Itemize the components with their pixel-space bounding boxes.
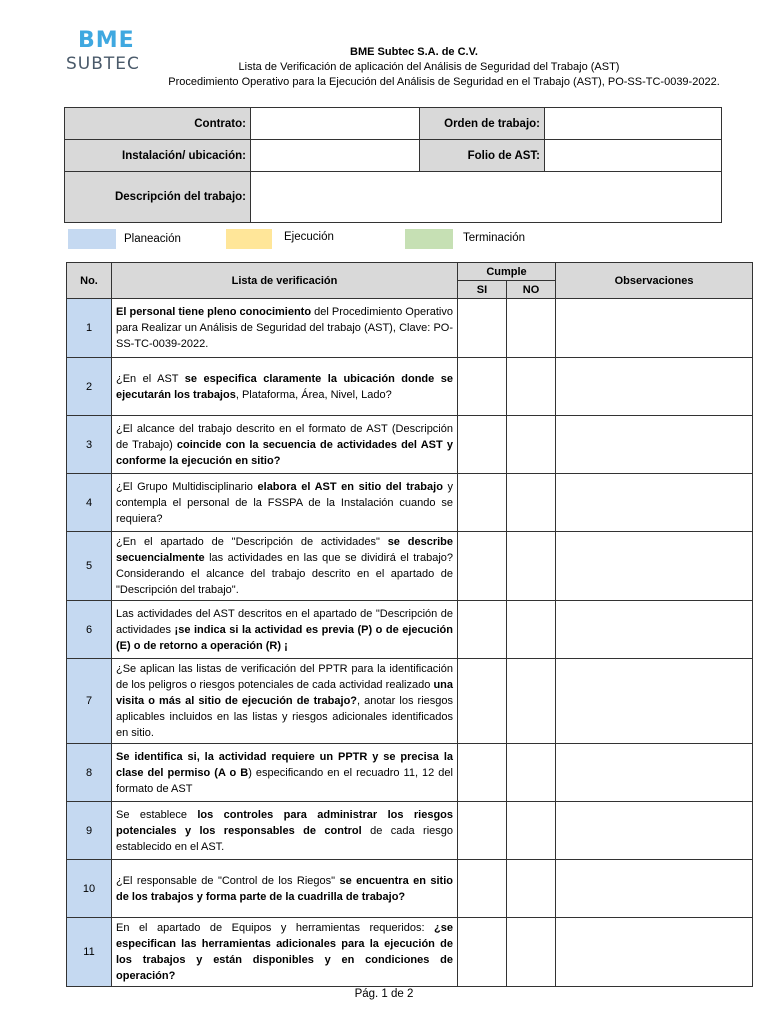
logo-line2: SUBTEC [66, 54, 140, 74]
bold-text: una visita o más al sitio de ejecución de trabajo? [116, 679, 453, 707]
phase-legend [0, 229, 768, 251]
plain-text: ¿En el apartado de "Descripción de actividades" [116, 536, 388, 548]
bold-text: Se identifica si, la actividad requiere un PPTR y se precisa la clase del permiso (A o B [116, 750, 453, 779]
table-row [67, 601, 753, 659]
plain-text: ¿Se aplican las listas de verificación del PPTR para la identificación de los peligros o riesgos potenciales de cada actividad realizado [116, 663, 453, 691]
plain-text: ¿El alcance del trabajo descrito en el formato de AST (Descripción de Trabajo) [116, 422, 453, 451]
plain-text: , anotar los riesgos aplicables incluidos en las listas y riesgos adicionales identificados en sitio. [116, 695, 453, 739]
no-checkbox-cell[interactable] [507, 358, 556, 416]
no-checkbox-cell[interactable] [507, 601, 556, 659]
instalacion-field[interactable] [251, 140, 420, 172]
instalacion-label: Instalación/ ubicación: [65, 140, 251, 172]
table-row [67, 860, 753, 918]
table-row [67, 918, 753, 987]
row-number: 3 [67, 416, 112, 474]
legend-label-planeacion: Planeación [124, 233, 181, 245]
bold-text: ¡se indica si la actividad es previa (P) o de ejecución (E) o de retorno a operación (R) ¡ [116, 623, 453, 652]
table-row [67, 802, 753, 860]
legend-label-ejecucion: Ejecución [284, 231, 334, 243]
contrato-field[interactable] [251, 108, 420, 140]
legend-label-terminacion: Terminación [463, 232, 525, 244]
si-checkbox-cell[interactable] [458, 659, 507, 744]
observaciones-cell[interactable] [556, 532, 753, 601]
plain-text: ¿El responsable de "Control de los Riegos" [116, 874, 340, 887]
table-row [67, 474, 753, 532]
orden-field[interactable] [545, 108, 722, 140]
checklist-item-text [112, 601, 458, 659]
procedure-reference: Procedimiento Operativo para la Ejecución del Análisis de Seguridad en el Trabajo (AST), PO-SS-TC-0039-2022. [168, 76, 720, 88]
row-number: 5 [67, 532, 112, 601]
company-name: BME Subtec S.A. de C.V. [350, 46, 478, 58]
si-checkbox-cell[interactable] [458, 358, 507, 416]
row-number: 9 [67, 802, 112, 860]
no-checkbox-cell[interactable] [507, 474, 556, 532]
row-number: 6 [67, 601, 112, 659]
row-number: 10 [67, 860, 112, 918]
checklist-item-text [112, 474, 458, 532]
no-checkbox-cell[interactable] [507, 744, 556, 802]
checklist-item-text [112, 918, 458, 987]
folio-label: Folio de AST: [420, 140, 545, 172]
legend-swatch-ejecucion [226, 229, 272, 249]
row-number: 7 [67, 659, 112, 744]
no-checkbox-cell[interactable] [507, 860, 556, 918]
plain-text: ¿El Grupo Multidisciplinario [116, 480, 258, 493]
col-header-no-option: NO [507, 281, 556, 299]
si-checkbox-cell[interactable] [458, 802, 507, 860]
table-row [67, 659, 753, 744]
observaciones-cell[interactable] [556, 601, 753, 659]
table-row [67, 532, 753, 601]
checklist-item-text [112, 416, 458, 474]
plain-text: Las actividades del AST descritos en el apartado de "Descripción de actividades [116, 607, 453, 636]
plain-text: y contempla el personal de la FSSPA de la Instalación cuando se requiera? [116, 480, 454, 525]
legend-swatch-planeacion [68, 229, 116, 249]
si-checkbox-cell[interactable] [458, 860, 507, 918]
logo-line1: BME [78, 28, 135, 53]
descripcion-label: Descripción del trabajo: [65, 172, 251, 223]
bold-text: los controles para administrar los riesgos potenciales y los responsables de control [116, 808, 454, 837]
observaciones-cell[interactable] [556, 416, 753, 474]
row-number: 8 [67, 744, 112, 802]
page-number: Pág. 1 de 2 [354, 988, 414, 1000]
checklist-item-text [112, 299, 458, 358]
descripcion-field[interactable] [251, 172, 722, 223]
no-checkbox-cell[interactable] [507, 416, 556, 474]
bold-text: elabora el AST en sitio del trabajo [257, 480, 443, 493]
plain-text: las actividades en las que se dividirá el trabajo? Considerando el alcance del trabajo descrito en el apartado de "Descripción del trabajo". [116, 552, 453, 596]
no-checkbox-cell[interactable] [507, 802, 556, 860]
document-subtitle: Lista de Verificación de aplicación del Análisis de Seguridad del Trabajo (AST) [238, 61, 620, 73]
bold-text: se describe secuencialmente [116, 536, 453, 564]
table-row [67, 744, 753, 802]
document-header [60, 45, 768, 90]
observaciones-cell[interactable] [556, 918, 753, 987]
col-header-cumple: Cumple [458, 263, 556, 281]
col-header-list: Lista de verificación [112, 263, 458, 299]
si-checkbox-cell[interactable] [458, 416, 507, 474]
observaciones-cell[interactable] [556, 299, 753, 358]
observaciones-cell[interactable] [556, 659, 753, 744]
no-checkbox-cell[interactable] [507, 299, 556, 358]
row-number: 11 [67, 918, 112, 987]
plain-text: del Procedimiento Operativo para Realizar un Análisis de Seguridad del trabajo (AST), Clave: PO-SS-TC-0039-2022. [116, 306, 453, 350]
legend-swatch-terminacion [405, 229, 453, 249]
table-row [67, 299, 753, 358]
row-number: 2 [67, 358, 112, 416]
row-number: 1 [67, 299, 112, 358]
contrato-label: Contrato: [65, 108, 251, 140]
table-row [67, 358, 753, 416]
observaciones-cell[interactable] [556, 474, 753, 532]
no-checkbox-cell[interactable] [507, 659, 556, 744]
row-number: 4 [67, 474, 112, 532]
table-row [67, 416, 753, 474]
plain-text: En el apartado de Equipos y herramientas requeridos: [116, 922, 435, 934]
checklist-item-text [112, 532, 458, 601]
plain-text: , Plataforma, Área, Nivel, Lado? [235, 388, 392, 401]
no-checkbox-cell[interactable] [507, 918, 556, 987]
observaciones-cell[interactable] [556, 860, 753, 918]
bold-text: coincide con la secuencia de actividades del AST y conforme la ejecución en sitio? [116, 438, 453, 467]
col-header-no: No. [67, 263, 112, 299]
plain-text: Se establece [116, 808, 198, 821]
plain-text: ) especificando en el recuadro 11, 12 del formato de AST [116, 766, 453, 795]
bold-text: ¿se especifican las herramientas adicionales para la ejecución de los trabajos y están disponibles y en condiciones de operación? [116, 922, 453, 982]
orden-label: Orden de trabajo: [420, 108, 545, 140]
si-checkbox-cell[interactable] [458, 918, 507, 987]
checklist-item-text [112, 802, 458, 860]
observaciones-cell[interactable] [556, 358, 753, 416]
checklist-table [66, 262, 753, 987]
work-info-table [64, 107, 722, 223]
folio-field[interactable] [545, 140, 722, 172]
si-checkbox-cell[interactable] [458, 744, 507, 802]
checklist-item-text [112, 860, 458, 918]
observaciones-cell[interactable] [556, 744, 753, 802]
si-checkbox-cell[interactable] [458, 474, 507, 532]
checklist-item-text [112, 659, 458, 744]
si-checkbox-cell[interactable] [458, 601, 507, 659]
col-header-observaciones: Observaciones [556, 263, 753, 299]
si-checkbox-cell[interactable] [458, 532, 507, 601]
plain-text: ¿En el AST [116, 372, 185, 385]
si-checkbox-cell[interactable] [458, 299, 507, 358]
bold-text: se especifica claramente la ubicación donde se ejecutarán los trabajos [116, 372, 453, 401]
observaciones-cell[interactable] [556, 802, 753, 860]
checklist-item-text [112, 358, 458, 416]
col-header-si: SI [458, 281, 507, 299]
bold-text: El personal tiene pleno conocimiento [116, 306, 312, 318]
checklist-item-text [112, 744, 458, 802]
bold-text: se encuentra en sitio de los trabajos y forma parte de la cuadrilla de trabajo? [116, 874, 453, 903]
plain-text: de cada riesgo establecido en el AST. [116, 824, 453, 853]
no-checkbox-cell[interactable] [507, 532, 556, 601]
